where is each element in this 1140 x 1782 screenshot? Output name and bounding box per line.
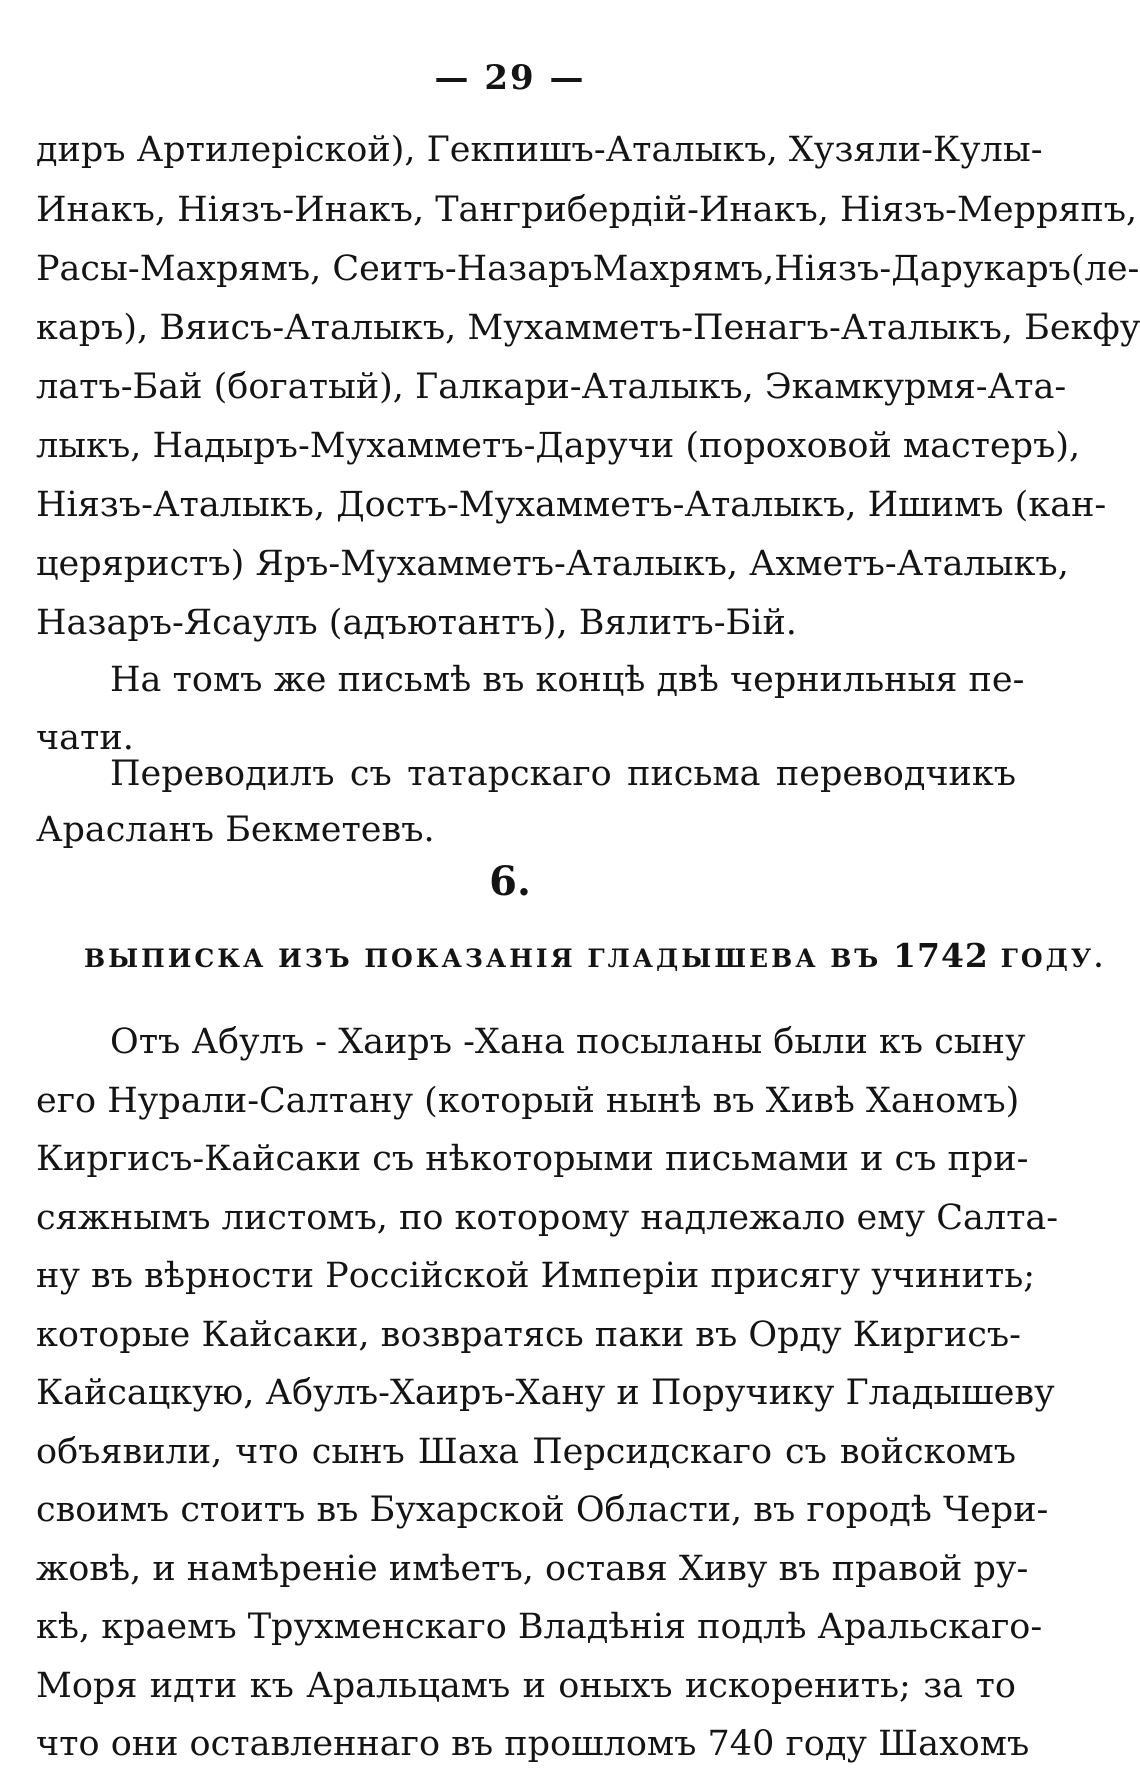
text-line: латъ-Бай (богатый), Галкари-Аталыкъ, Экамкурмя-Ата-: [36, 367, 1067, 407]
section-number: 6.: [489, 858, 531, 905]
text-line: церяристъ) Яръ-Мухамметъ-Аталыкъ, Ахметъ-Аталыкъ,: [36, 544, 1069, 584]
text-line: Киргисъ-Кайсаки съ нѣкоторыми письмами и съ при-: [36, 1139, 1029, 1179]
text-line: Расы-Махрямъ, Сеитъ-НазаръМахрямъ,Нiязъ-Дарукаръ(ле-: [36, 249, 1140, 289]
translator-line: Араcланъ Бекметевъ.: [36, 810, 435, 850]
text-line: каръ), Вяисъ-Аталыкъ, Мухамметъ-Пенагъ-Аталыкъ, Бекфу: [36, 308, 1140, 348]
text-line: диръ Артилерiской), Гекпишъ-Аталыкъ, Хузяли-Кулы-: [36, 130, 1043, 170]
text-line: его Нурали-Салтану (который нынѣ въ Хивѣ Ханомъ): [36, 1081, 1020, 1121]
text-line: Отъ Абулъ - Хаиръ -Хана посыланы были къ сыну: [110, 1022, 1026, 1062]
text-line: кѣ, краемъ Трухменскаго Владѣнiя подлѣ Аральскаго-: [36, 1607, 1043, 1647]
text-line: Инакъ, Нiязъ-Инакъ, Тангрибердiй-Инакъ, Нiязъ-Мерряпъ,: [36, 190, 1138, 230]
text-line: Моря идти къ Аральцамъ и оныхъ искоренить; за то: [36, 1666, 1016, 1706]
section-heading-text: ВЫПИСКА ИЗЪ ПОКАЗАНIЯ ГЛАДЫШЕВА ВЪ: [84, 944, 882, 973]
text-line: Назаръ-Ясаулъ (адъютантъ), Вялитъ-Бiй.: [36, 603, 797, 643]
text-line: Нiязъ-Аталыкъ, Достъ-Мухамметъ-Аталыкъ, Ишимъ (кан-: [36, 485, 1107, 525]
seals-note-line: На томъ же письмѣ въ концѣ двѣ чернильныя пе-: [110, 660, 1025, 700]
section-heading-year: 1742: [893, 936, 989, 975]
section-heading: [84, 936, 1106, 975]
text-line: ну въ вѣрности Россiйской Имперiи присягу учинить;: [36, 1256, 1036, 1296]
text-line: жовѣ, и намѣренiе имѣетъ, оставя Хиву въ правой ру-: [36, 1549, 1029, 1589]
text-line: объявили, что сынъ Шаха Персидскаго съ войскомъ: [36, 1432, 1016, 1472]
text-line: которые Кайсаки, возвратясь паки въ Орду Киргисъ-: [36, 1315, 1021, 1355]
text-line: сяжнымъ листомъ, по которому надлежало ему Салта-: [36, 1198, 1059, 1238]
section-heading-tail: ГОДУ.: [1000, 944, 1106, 973]
text-line: что они оставленнаго въ прошломъ 740 году Шахомъ: [36, 1724, 1030, 1764]
text-line: своимъ стоитъ въ Бухарской Области, въ городѣ Чери-: [36, 1490, 1049, 1530]
translator-line: Переводилъ съ татарскаго письма переводчикъ: [110, 754, 1016, 794]
text-line: лыкъ, Надыръ-Мухамметъ-Даручи (пороховой мастеръ),: [36, 426, 1081, 466]
page-number: — 29 —: [434, 58, 586, 98]
text-line: Кайсацкую, Абулъ-Хаиръ-Хану и Поручику Гладышеву: [36, 1373, 1055, 1413]
seals-note-line: чати.: [36, 718, 134, 758]
